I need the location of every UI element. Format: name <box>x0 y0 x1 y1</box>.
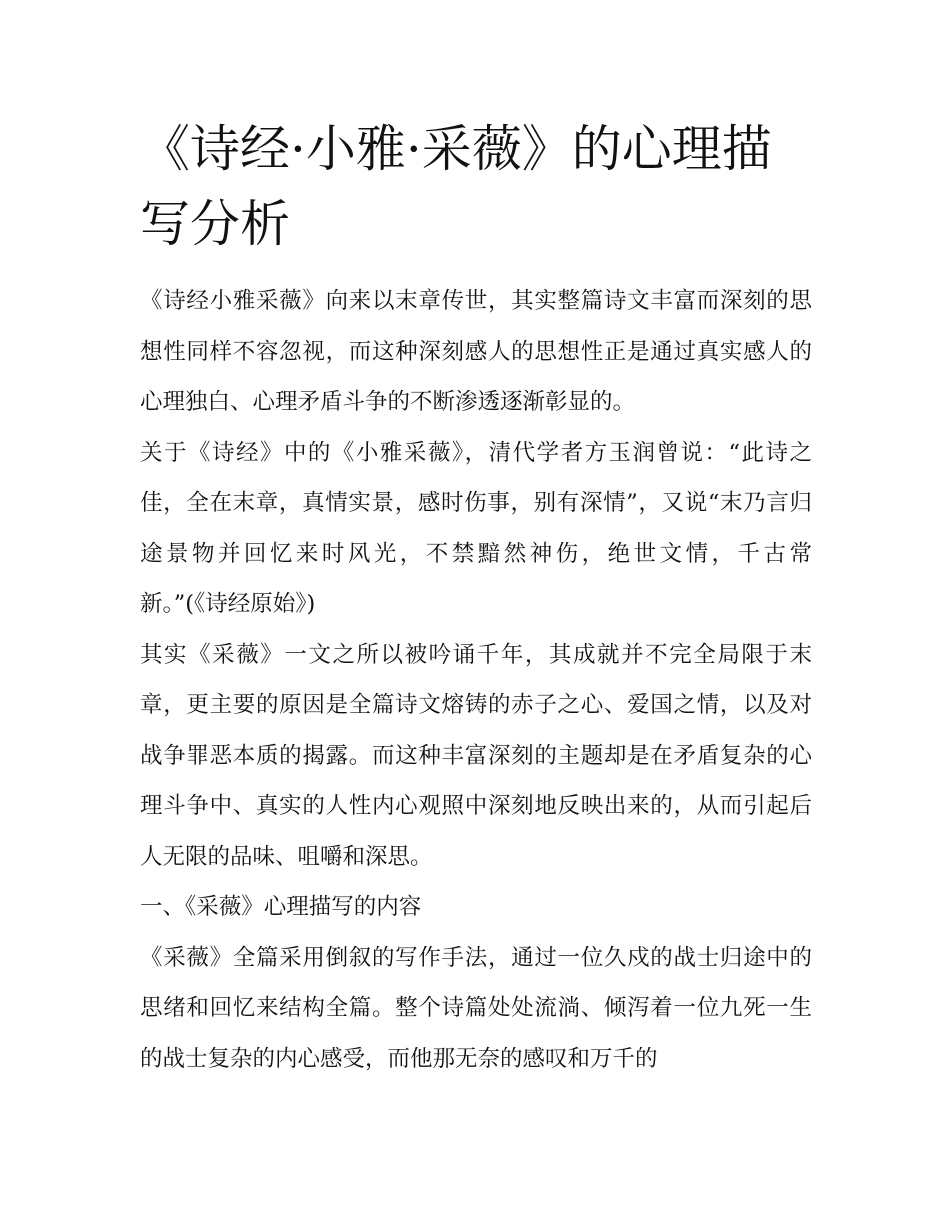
title-block <box>140 112 812 262</box>
paragraph-section-one: 《采薇》全篇采用倒叙的写作手法，通过一位久戍的战士归途中的思绪和回忆来结构全篇。整个诗篇处处流淌、倾泻着一位九死一生的战士复杂的内心感受，而他那无奈的感叹和万千的 <box>140 944 812 1072</box>
document-body <box>140 112 812 1084</box>
section-heading: 一、《采薇》心理描写的内容 <box>140 894 422 920</box>
document-title: 《诗经·小雅·采薇》的心理描写分析 <box>140 120 772 253</box>
paragraph-theme: 其实《采薇》一文之所以被吟诵千年，其成就并不完全局限于末章，更主要的原因是全篇诗文熔铸的赤子之心、爱国之情，以及对战争罪恶本质的揭露。而这种丰富深刻的主题却是在矛盾复杂的心理斗争中、真实的人性内心观照中深刻地反映出来的，从而引起后人无限的品味、咀嚼和深思。 <box>140 641 812 870</box>
paragraph-quote: 关于《诗经》中的《小雅采薇》，清代学者方玉润曾说：“此诗之佳，全在末章，真情实景，感时伤事，别有深情”，又说“末乃言归途景物并回忆来时风光，不禁黯然神伤，绝世文情，千古常新。”(《诗经原始》) <box>140 439 812 617</box>
paragraph-intro: 《诗经小雅采薇》向来以末章传世，其实整篇诗文丰富而深刻的思想性同样不容忽视，而这种深刻感人的思想性正是通过真实感人的心理独白、心理矛盾斗争的不断渗透逐渐彰显的。 <box>140 288 812 415</box>
